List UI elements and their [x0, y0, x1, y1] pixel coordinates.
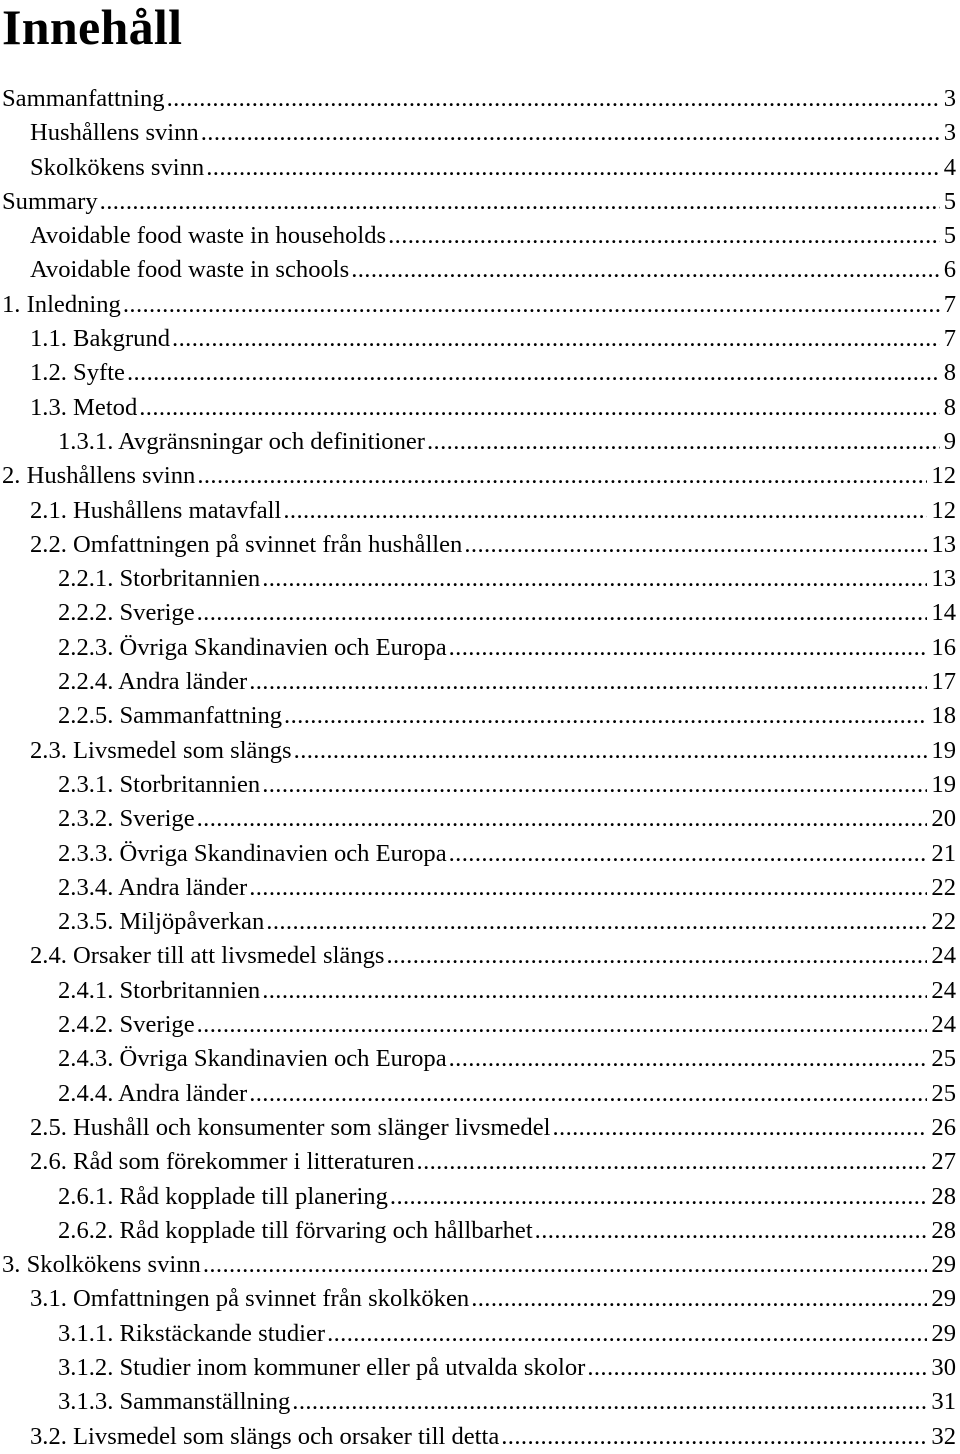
toc-entry[interactable]: [0, 391, 960, 425]
toc-entry[interactable]: [0, 1248, 960, 1282]
toc-entry[interactable]: [0, 1077, 960, 1111]
toc-entry-title: Avoidable food waste in households: [30, 222, 387, 250]
toc-entry[interactable]: [0, 219, 960, 253]
toc-entry-title: 2. Hushållens svinn: [2, 462, 196, 490]
toc-entry[interactable]: [0, 425, 960, 459]
toc-dot-leader: [266, 905, 927, 939]
toc-dot-leader: [501, 1420, 927, 1454]
toc-dot-leader: [552, 1111, 927, 1145]
toc-entry-page-number: 22: [931, 908, 956, 936]
toc-entry-page-number: 8: [943, 359, 956, 387]
toc-dot-leader: [449, 631, 928, 665]
toc-dot-leader: [327, 1317, 927, 1351]
toc-entry-page-number: 9: [943, 427, 956, 455]
toc-entry[interactable]: [0, 356, 960, 390]
toc-entry-page-number: 24: [931, 976, 956, 1004]
toc-dot-leader: [449, 1042, 928, 1076]
toc-entry-title: 2.1. Hushållens matavfall: [30, 496, 282, 524]
toc-entry-page-number: 7: [943, 290, 956, 318]
toc-entry-page-number: 8: [943, 393, 956, 421]
toc-entry-page-number: 29: [931, 1251, 956, 1279]
toc-dot-leader: [262, 562, 927, 596]
toc-dot-leader: [464, 528, 927, 562]
toc-dot-leader: [387, 939, 928, 973]
toc-entry-title: 2.6.1. Råd kopplade till planering: [58, 1182, 388, 1210]
toc-entry-page-number: 13: [931, 530, 956, 558]
toc-entry[interactable]: [0, 1282, 960, 1316]
toc-dot-leader: [292, 1385, 927, 1419]
toc-entry[interactable]: [0, 1317, 960, 1351]
toc-entry-page-number: 29: [931, 1285, 956, 1313]
toc-dot-leader: [249, 1077, 927, 1111]
toc-entry-page-number: 19: [931, 770, 956, 798]
toc-entry[interactable]: [0, 116, 960, 150]
toc-entry[interactable]: [0, 1351, 960, 1385]
toc-entry-title: 2.2.2. Sverige: [58, 599, 195, 627]
toc-entry-title: 2.6.2. Råd kopplade till förvaring och hållbarhet: [58, 1216, 533, 1244]
toc-entry-title: Summary: [2, 187, 98, 215]
toc-entry-page-number: 21: [931, 839, 956, 867]
toc-entry-page-number: 4: [943, 153, 956, 181]
toc-dot-leader: [206, 151, 939, 185]
toc-entry-title: Hushållens svinn: [30, 119, 199, 147]
toc-dot-leader: [351, 253, 940, 287]
toc-entry-page-number: 14: [931, 599, 956, 627]
toc-dot-leader: [197, 802, 928, 836]
toc-dot-leader: [427, 425, 940, 459]
toc-entry-page-number: 26: [931, 1113, 956, 1141]
toc-entry[interactable]: [0, 596, 960, 630]
toc-entry[interactable]: [0, 905, 960, 939]
page-title: Innehåll: [2, 0, 183, 55]
toc-entry-title: 2.2.4. Andra länder: [58, 668, 248, 696]
toc-entry[interactable]: [0, 494, 960, 528]
toc-entry-title: 2.4.2. Sverige: [58, 1011, 195, 1039]
toc-dot-leader: [388, 219, 940, 253]
toc-entry-page-number: 24: [931, 1011, 956, 1039]
toc-entry-title: 3.1. Omfattningen på svinnet från skolköken: [30, 1285, 470, 1313]
toc-entry[interactable]: [0, 82, 960, 116]
toc-entry-page-number: 16: [931, 633, 956, 661]
toc-entry-title: 1.3.1. Avgränsningar och definitioner: [58, 427, 425, 455]
toc-dot-leader: [283, 494, 927, 528]
toc-entry-title: 1.3. Metod: [30, 393, 138, 421]
toc-entry-page-number: 3: [943, 85, 956, 112]
toc-entry[interactable]: [0, 665, 960, 699]
toc-entry[interactable]: [0, 802, 960, 836]
toc-entry-title: 2.3. Livsmedel som slängs: [30, 736, 292, 764]
toc-entry[interactable]: [0, 1385, 960, 1419]
toc-dot-leader: [284, 699, 927, 733]
toc-entry-page-number: 28: [931, 1216, 956, 1244]
toc-entry-title: 2.4.3. Övriga Skandinavien och Europa: [58, 1045, 447, 1073]
toc-entry-title: 2.3.4. Andra länder: [58, 873, 248, 901]
toc-entry-page-number: 30: [931, 1353, 956, 1381]
toc-entry-title: 2.3.3. Övriga Skandinavien och Europa: [58, 839, 447, 867]
toc-entry-page-number: 32: [931, 1422, 956, 1450]
toc-entry-page-number: 25: [931, 1079, 956, 1107]
toc-entry[interactable]: [0, 459, 960, 493]
toc-entry-page-number: 20: [931, 805, 956, 833]
toc-entry-title: 2.3.5. Miljöpåverkan: [58, 908, 265, 936]
toc-dot-leader: [449, 837, 928, 871]
toc-entry[interactable]: [0, 1180, 960, 1214]
toc-entry-page-number: 12: [931, 496, 956, 524]
toc-dot-leader: [535, 1214, 928, 1248]
toc-entry[interactable]: [0, 253, 960, 287]
toc-entry-title: Sammanfattning: [2, 85, 165, 112]
toc-dot-leader: [390, 1180, 928, 1214]
toc-entry-page-number: 18: [931, 702, 956, 730]
toc-entry[interactable]: [0, 768, 960, 802]
toc-entry-title: 2.2.3. Övriga Skandinavien och Europa: [58, 633, 447, 661]
toc-dot-leader: [262, 768, 927, 802]
toc-entry[interactable]: [0, 185, 960, 219]
toc-dot-leader: [294, 734, 928, 768]
toc-entry[interactable]: [0, 699, 960, 733]
toc-entry-page-number: 5: [943, 187, 956, 215]
toc-entry-title: 2.2.5. Sammanfattning: [58, 702, 283, 730]
toc-entry[interactable]: [0, 939, 960, 973]
toc-dot-leader: [471, 1282, 927, 1316]
toc-dot-leader: [262, 974, 927, 1008]
toc-entry-title: 3.1.3. Sammanställning: [58, 1388, 291, 1416]
toc-entry-page-number: 12: [931, 462, 956, 490]
toc-entry[interactable]: [0, 1042, 960, 1076]
toc-entry-page-number: 29: [931, 1319, 956, 1347]
toc-entry[interactable]: [0, 631, 960, 665]
toc-entry[interactable]: [0, 1214, 960, 1248]
toc-entry-page-number: 28: [931, 1182, 956, 1210]
toc-dot-leader: [201, 116, 940, 150]
toc-entry-title: Skolkökens svinn: [30, 153, 205, 181]
toc-entry-title: 2.4.1. Storbritannien: [58, 976, 261, 1004]
toc-entry[interactable]: [0, 562, 960, 596]
toc-entry-page-number: 3: [943, 119, 956, 147]
toc-entry-title: 1.1. Bakgrund: [30, 325, 171, 353]
toc-entry-title: 2.6. Råd som förekommer i litteraturen: [30, 1148, 415, 1176]
toc-entry[interactable]: [0, 528, 960, 562]
toc-dot-leader: [197, 459, 927, 493]
toc-entry-title: 2.3.1. Storbritannien: [58, 770, 261, 798]
toc-entry-page-number: 5: [943, 222, 956, 250]
toc-entry-title: 2.4.4. Andra länder: [58, 1079, 248, 1107]
toc-entry-title: 1. Inledning: [2, 290, 121, 318]
toc-entry-title: 2.4. Orsaker till att livsmedel slängs: [30, 942, 385, 970]
toc-entry-title: 3.1.2. Studier inom kommuner eller på utvalda skolor: [58, 1353, 586, 1381]
toc-entry-page-number: 25: [931, 1045, 956, 1073]
toc-entry-page-number: 13: [931, 565, 956, 593]
toc-entry-title: 2.2.1. Storbritannien: [58, 565, 261, 593]
toc-entry-title: 2.3.2. Sverige: [58, 805, 195, 833]
toc-entry-title: 2.2. Omfattningen på svinnet från hushållen: [30, 530, 463, 558]
toc-entry-title: 3. Skolkökens svinn: [2, 1251, 201, 1279]
toc-entry-page-number: 19: [931, 736, 956, 764]
toc-dot-leader: [249, 871, 927, 905]
toc-dot-leader: [127, 356, 940, 390]
toc-dot-leader: [197, 1008, 928, 1042]
toc-dot-leader: [417, 1145, 928, 1179]
toc-dot-leader: [123, 288, 940, 322]
toc-dot-leader: [172, 322, 940, 356]
toc-dot-leader: [167, 82, 940, 116]
toc-entry[interactable]: [0, 837, 960, 871]
toc-entry-title: 2.5. Hushåll och konsumenter som slänger livsmedel: [30, 1113, 551, 1141]
toc-entry-page-number: 6: [943, 256, 956, 284]
toc-entry-title: Avoidable food waste in schools: [30, 256, 350, 284]
toc-entry[interactable]: [0, 1145, 960, 1179]
toc-entry-page-number: 27: [931, 1148, 956, 1176]
toc-entry[interactable]: [0, 1420, 960, 1454]
toc-entry[interactable]: [0, 734, 960, 768]
toc-entry[interactable]: [0, 288, 960, 322]
toc-dot-leader: [587, 1351, 927, 1385]
toc-entry-page-number: 31: [931, 1388, 956, 1416]
toc-entry-page-number: 7: [943, 325, 956, 353]
toc-dot-leader: [139, 391, 939, 425]
toc-entry-page-number: 22: [931, 873, 956, 901]
toc-entry[interactable]: [0, 1111, 960, 1145]
toc-entry-page-number: 24: [931, 942, 956, 970]
toc-entry[interactable]: [0, 322, 960, 356]
toc-dot-leader: [197, 596, 928, 630]
toc-entry-title: 1.2. Syfte: [30, 359, 125, 387]
toc-entry-title: 3.2. Livsmedel som slängs och orsaker till detta: [30, 1422, 500, 1450]
toc-dot-leader: [249, 665, 927, 699]
toc-entry[interactable]: [0, 974, 960, 1008]
toc-entry-page-number: 17: [931, 668, 956, 696]
toc-entry-title: 3.1.1. Rikstäckande studier: [58, 1319, 326, 1347]
toc-entry[interactable]: [0, 151, 960, 185]
toc-dot-leader: [203, 1248, 928, 1282]
toc-dot-leader: [100, 185, 940, 219]
toc-entry[interactable]: [0, 871, 960, 905]
table-of-contents: [0, 82, 960, 1454]
toc-entry[interactable]: [0, 1008, 960, 1042]
